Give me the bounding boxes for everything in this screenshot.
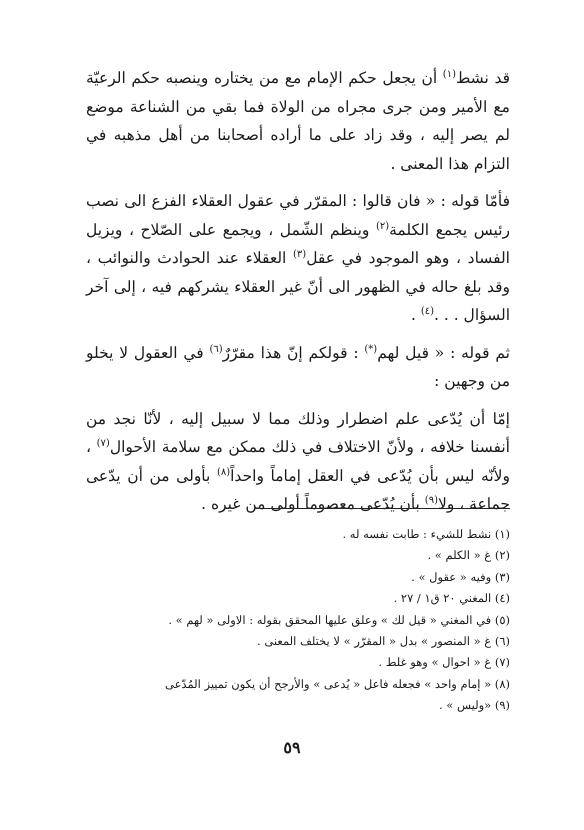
footnote: (٦) غ « المنصور » بدل « المقرّر » لا يختلف المعنى .	[257, 634, 510, 649]
paragraph-text: قد نشط	[455, 69, 510, 87]
footnote-reference: (٨)	[216, 466, 231, 478]
paragraph-text: ، ولأنّه ليس بأن يُدّعى في العقل إماماً واحداً	[86, 438, 510, 485]
paragraph	[86, 339, 510, 396]
footnote-reference: (*)	[364, 343, 378, 355]
paragraph	[86, 405, 510, 519]
footnote-reference: (٧)	[96, 437, 110, 449]
paragraph	[86, 64, 510, 178]
paragraph-text: وينظم الشّمل ، ويجمع على الصّلاح ، ويزيل الفساد ، وهو الموجود في عقل	[86, 220, 510, 267]
main-text	[86, 64, 510, 519]
footnote: (٩) «وليس » .	[438, 698, 510, 713]
paragraph-text: بأولى من أن يدّعى جماعة ، ولا	[86, 466, 510, 513]
paragraph-text: .	[410, 306, 421, 324]
paragraph-text: ثم قوله : « قيل لهم	[377, 343, 510, 362]
footnote: (١) نشط للشيء : طابت نفسه له .	[342, 527, 510, 541]
page-number: ٥٩	[283, 738, 301, 757]
footnote-reference: (٢)	[375, 220, 390, 232]
footnote: (٤) المغني ٢٠ ق١ / ٢٧ .	[393, 591, 510, 606]
footnote: (٥) في المغني « قيل لك » وعلق عليها المحقق بقوله : الاولى « لهم » .	[168, 612, 510, 627]
footnote: (٨) « إمام واحد » فجعله فاعل « يُدعى » والأرجح أن يكون تمييز المُدّعى	[164, 676, 510, 691]
paragraph-text: أن يجعل حكم الإمام مع من يختاره وينصبه حكم الرعيّة مع الأمير ومن جرى مجراه من الولاة فما بقي من الشناعة موضع لم يصر إليه ، وقد زاد على ما أراده أصحابنا من أهل مذهبه في التزام هذا المعنى .	[86, 69, 510, 173]
paragraph-text: فأمّا قوله : « فان قالوا : المقرّر في عقول العقلاء الفزع الى نصب رئيس يجمع الكلمة	[86, 192, 510, 239]
footnote-reference: (٣)	[293, 248, 307, 260]
paragraph	[86, 187, 510, 330]
footnote-reference: (٦)	[209, 343, 223, 355]
paragraph-text: : قولكم إنّ هذا مقرّرٌ	[222, 343, 365, 362]
paragraph-text: بأن يُدّعى معصوماً أولى من غيره .	[201, 495, 425, 513]
paragraph-text: إمّا أن يُدّعى علم اضطرار وذلك مما لا سبيل إليه ، لأنّا نجد من أنفسنا خلافه ، ولأنّ الاختلاف في ذلك ممكن مع سلامة الأحوال	[86, 409, 510, 456]
footnote: (٢) غ « الكلم » .	[427, 548, 510, 563]
footnote: (٧) غ « احوال » وهو غلط .	[378, 655, 510, 670]
footnotes	[70, 524, 510, 717]
footnote-separator	[262, 508, 510, 509]
footnote-reference: (٩)	[424, 494, 438, 506]
paragraph-text: العقلاء عند الحوادث والنوائب ، وقد بلغ حاله في الظهور الى أنّ غير العقلاء يشركهم فيه ، إلى آخر السؤال . . .	[86, 249, 510, 324]
footnote-reference: (١)	[442, 68, 456, 80]
paragraph-text: في العقول لا يخلو من وجهين :	[86, 343, 510, 390]
footnote: (٣) وفيه « عقول » .	[411, 569, 510, 584]
footnote-reference: (٤)	[420, 305, 434, 317]
